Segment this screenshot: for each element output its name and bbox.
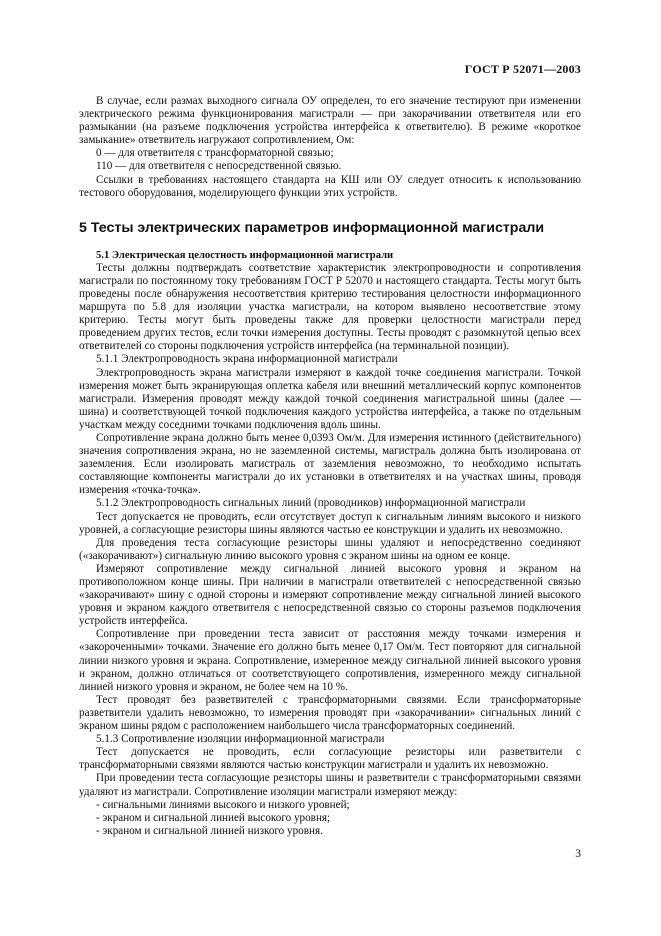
subsection-5-1-2-title: 5.1.2 Электропроводность сигнальных линий (проводников) информационной магистрали — [96, 497, 526, 510]
subsection-5-1-2-paragraph-3: Измеряют сопротивление между сигнальной линией высокого уровня и экраном на противоположном конце шины. При наличии в магистрали ответвителей с непосредственной связью «закорачивают» шину с одной стороны и измеряют сопротивление между сигнальной линией высокого уровня и экраном каждого ответвителя с непосредственной связью со стороны разъемов подключения устройств интерфейса. — [79, 562, 581, 628]
subsection-5-1-3-list-item-2: - экраном и сигнальной линией высокого уровня; — [96, 811, 331, 824]
subsection-5-1-title: 5.1 Электрическая целостность информационной магистрали — [96, 249, 394, 261]
subsection-5-1-2-paragraph-5: Тест проводят без разветвителей с трансформаторными связями. Если трансформаторные разветвители удалить невозможно, то измерения проводят при «закорачивании» сигнальных линий с экраном шины рядом с расположением наибольшего числа трансформаторных соединений. — [79, 693, 581, 733]
document-header-standard: ГОСТ Р 52071—2003 — [464, 62, 581, 76]
intro-paragraph-2: Ссылки в требованиях настоящего стандарта на КШ или ОУ следует относить к использованию тестового оборудования, моделирующего функции этих устройств. — [79, 173, 581, 199]
subsection-5-1-3-paragraph-2: При проведении теста согласующие резисторы шины и разветвители с трансформаторными связями удаляют из магистрали. Сопротивление изоляции магистрали измеряют между: — [79, 772, 581, 798]
intro-list-item-2: 110 — для ответвителя с непосредственной связью. — [96, 160, 342, 173]
page-number: 3 — [575, 848, 581, 860]
subsection-5-1-1-title: 5.1.1 Электропроводность экрана информационной магистрали — [96, 353, 398, 366]
subsection-5-1-2-paragraph-1: Тест допускается не проводить, если отсутствует доступ к сигнальным линиям высокого и низкого уровней, а согласующие резисторы шины являются частью ее конструкции и удалить их невозможно. — [79, 510, 581, 536]
subsection-5-1-2-paragraph-2: Для проведения теста согласующие резисторы шины удаляют и непосредственно соединяют («закорачивают») сигнальную линию высокого уровня с экраном шины на одном ее конце. — [79, 536, 581, 562]
subsection-5-1-3-list-item-3: - экраном и сигнальной линией низкого уровня. — [96, 824, 323, 837]
subsection-5-1-2-paragraph-4: Сопротивление при проведении теста зависит от расстояния между точками измерения и «закороченными» точками. Значение его должно быть менее 0,17 Ом/м. Тест повторяют для сигнальной линии низкого уровня и экрана. Сопротивление, измеренное между сигнальной линией высокого уровня и экраном, должно отличаться от соответствующего сопротивления, измеренного между сигнальной линией низкого уровня и экраном, не более чем на 10 %. — [79, 628, 581, 693]
subsection-5-1-paragraph: Тесты должны подтверждать соответствие характеристик электропроводности и сопротивления магистрали по постоянному току требованиям ГОСТ Р 52070 и настоящего стандарта. Тесты могут быть проведены после обнаружения несоответствия критерию тестирования целостности информационного маршрута по 5.8 для изоляции участка магистрали, на котором выявлено несоответствие этому критерию. Тесты могут быть проведены также для проверки целостности магистрали перед проведением других тестов, если точки измерения доступны. Тесты проводят с разомкнутой цепью всех ответвителей со стороны подключения устройств интерфейса (на терминальной позиции). — [79, 261, 581, 353]
subsection-5-1-3-title: 5.1.3 Сопротивление изоляции информационной магистрали — [96, 733, 385, 746]
section-5-title: 5 Тесты электрических параметров информационной магистрали — [79, 219, 545, 236]
subsection-5-1-1-paragraph-2: Сопротивление экрана должно быть менее 0,0393 Ом/м. Для измерения истинного (действительного) значения сопротивления экрана, но не заземленной системы, магистраль должна быть изолирована от заземления. Если изолировать магистраль от заземления невозможно, то необходимо испытать составляющие компоненты магистрали до их установки в ответвителях и на участках шины, проводя измерения «точка-точка». — [79, 431, 581, 497]
intro-paragraph-1: В случае, если размах выходного сигнала ОУ определен, то его значение тестируют при изменении электрического режима функционирования магистрали — при закорачивании ответвителя или его размыкании (на разъеме подключения устройства интерфейса к ответвителю). В режиме «короткое замыкание» ответвитель нагружают сопротивлением, Ом: — [79, 95, 581, 147]
subsection-5-1-3-list-item-1: - сигнальными линиями высокого и низкого уровней; — [96, 798, 350, 811]
intro-list-item-1: 0 — для ответвителя с трансформаторной связью; — [96, 147, 334, 160]
subsection-5-1-1-paragraph-1: Электропроводность экрана магистрали измеряют в каждой точке соединения магистрали. Точкой измерения может быть экранирующая оплетка кабеля или внешний металлический корпус компонентов магистрали. Измерения проводят между каждой точкой соединения магистральной шины (далее — шина) и соответствующей точкой подключения каждого устройства интерфейса, а также по отдельным участкам между соседними точками подключения вдоль шины. — [79, 366, 581, 431]
subsection-5-1-3-paragraph-1: Тест допускается не проводить, если согласующие резисторы или разветвители с трансформаторными связями являются частью конструкции магистрали и удалить их невозможно. — [79, 746, 581, 772]
page-content — [79, 95, 581, 838]
